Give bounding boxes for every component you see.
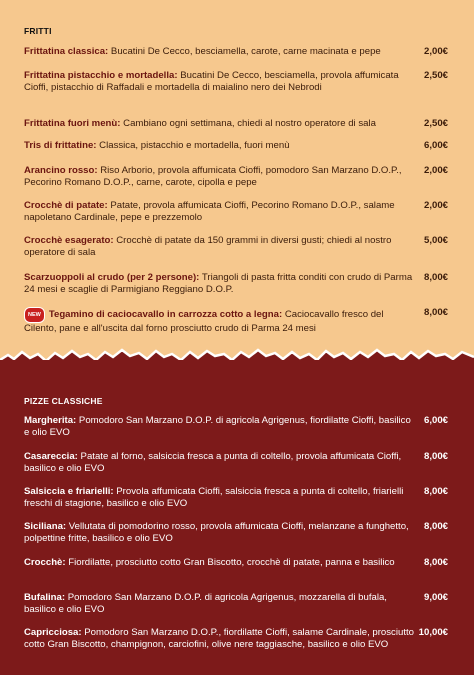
- item-price: 8,00€: [423, 307, 448, 318]
- item-price: 8,00€: [423, 521, 448, 532]
- menu-item: Arancino rosso: Riso Arborio, provola affumicata Cioffi, pomodoro San Marzano D.O.P., Pecorino Romano D.O.P., carne, carote, cipolla e pepe: [24, 165, 402, 189]
- menu-item: Crocchè di patate: Patate, provola affumicata Cioffi, Pecorino Romano D.O.P., salame napoletano Cardinale, pepe e prezzemolo: [24, 200, 395, 224]
- item-price: 2,00€: [423, 200, 448, 211]
- section-title-pizze: PIZZE CLASSICHE: [24, 396, 103, 406]
- item-price: 2,50€: [423, 70, 448, 81]
- item-price: 2,50€: [423, 118, 448, 129]
- menu-item: Frittatina classica: Bucatini De Cecco, besciamella, carote, carne macinata e pepe: [24, 46, 381, 57]
- menu-item: Siciliana: Vellutata di pomodorino rosso, provola affumicata Cioffi, melanzane a funghetto, polpettine fritte, basilico e olio EVO: [24, 521, 409, 545]
- menu-item: Salsiccia e friarielli: Provola affumicata Cioffi, salsiccia fresca a punta di coltello, friarielli freschi di stagione, basilico e olio EVO: [24, 486, 404, 510]
- menu-item: Casareccia: Patate al forno, salsiccia fresca a punta di coltello, provola affumicata Cioffi, basilico e olio EVO: [24, 451, 402, 475]
- menu-item: Crocchè: Fiordilatte, prosciutto cotto Gran Biscotto, crocchè di patate, panna e basilico: [24, 557, 395, 568]
- item-price: 8,00€: [423, 272, 448, 283]
- menu-item: Tris di frittatine: Classica, pistacchio e mortadella, fuori menù: [24, 140, 290, 151]
- pizze-section: [0, 360, 474, 675]
- menu-item: NEW Tegamino di caciocavallo in carrozza cotto a legna: Caciocavallo fresco del Cilento, pane e all'uscita dal forno prosciutto crudo di Parma 24 mesi: [24, 309, 384, 335]
- menu-item: Capricciosa: Pomodoro San Marzano D.O.P., fiordilatte Cioffi, salame Cardinale, prosciutto cotto Gran Biscotto, champignon, carciofini, olive nere taggiasche, basilico e olio EVO: [24, 627, 414, 651]
- item-price: 8,00€: [423, 486, 448, 497]
- item-price: 2,00€: [423, 46, 448, 57]
- menu-item: Crocchè esagerato: Crocchè di patate da 150 grammi in diversi gusti; chiedi al nostro operatore di sala: [24, 235, 392, 259]
- item-price: 10,00€: [418, 627, 448, 638]
- item-price: 8,00€: [423, 451, 448, 462]
- menu-item: Scarzuoppoli al crudo (per 2 persone): Triangoli di pasta fritta conditi con crudo di Parma 24 mesi e scaglie di Parmigiano Reggiano D.O.P.: [24, 272, 413, 296]
- item-price: 6,00€: [423, 415, 448, 426]
- item-price: 9,00€: [423, 592, 448, 603]
- menu-item: Bufalina: Pomodoro San Marzano D.O.P. di agricola Agrigenus, mozzarella di bufala, basilico e olio EVO: [24, 592, 387, 616]
- item-price: 6,00€: [423, 140, 448, 151]
- item-price: 8,00€: [423, 557, 448, 568]
- section-title-fritti: FRITTI: [24, 26, 52, 36]
- item-price: 2,00€: [423, 165, 448, 176]
- new-badge: NEW: [24, 307, 45, 323]
- menu-item: Frittatina pistacchio e mortadella: Bucatini De Cecco, besciamella, provola affumicata Cioffi, pistacchio di Raffadali e mortadella di maialino nero dei Nebrodi: [24, 70, 399, 94]
- menu-item: Margherita: Pomodoro San Marzano D.O.P. di agricola Agrigenus, fiordilatte Cioffi, basilico e olio EVO: [24, 415, 411, 439]
- item-price: 5,00€: [423, 235, 448, 246]
- menu-item: Frittatina fuori menù: Cambiano ogni settimana, chiedi al nostro operatore di sala: [24, 118, 376, 129]
